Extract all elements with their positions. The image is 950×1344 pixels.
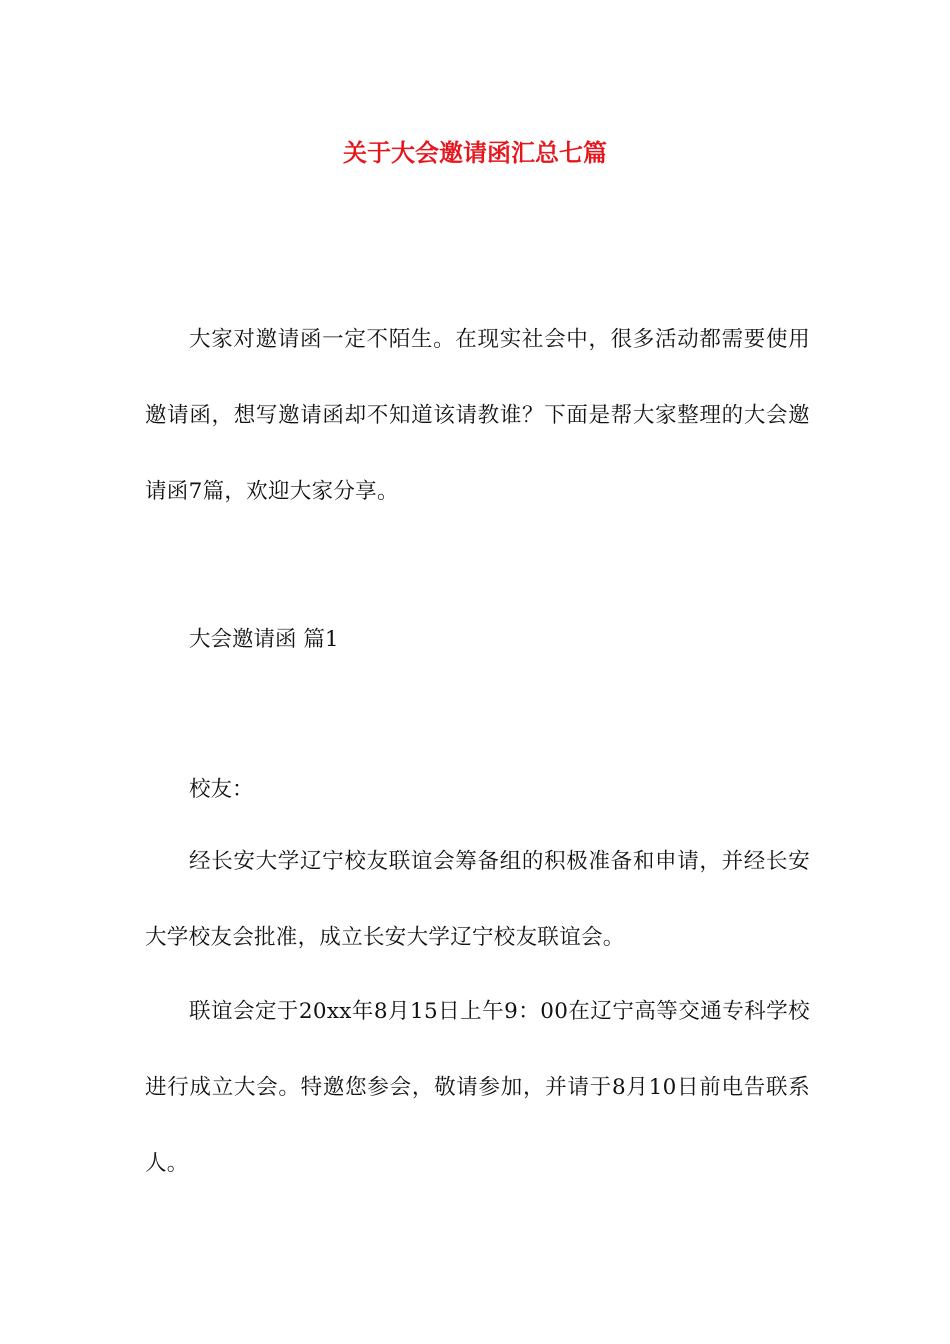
section-heading: 大会邀请函 篇1 [189, 627, 339, 652]
salutation: 校友： [189, 777, 254, 802]
intro-paragraph: 大家对邀请函一定不陌生。在现实社会中，很多活动都需要使用邀请函，想写邀请函却不知道该请教谁？下面是帮大家整理的大会邀请函7篇，欢迎大家分享。 [145, 327, 810, 504]
body-paragraph-1: 经长安大学辽宁校友联谊会筹备组的积极准备和申请，并经长安大学校友会批准，成立长安大学辽宁校友联谊会。 [145, 849, 810, 950]
document-title: 关于大会邀请函汇总七篇 [343, 138, 607, 167]
body-paragraph-2: 联谊会定于20xx年8月15日上午9：00在辽宁高等交通专科学校进行成立大会。特邀您参会，敬请参加，并请于8月10日前电告联系人。 [145, 999, 810, 1176]
